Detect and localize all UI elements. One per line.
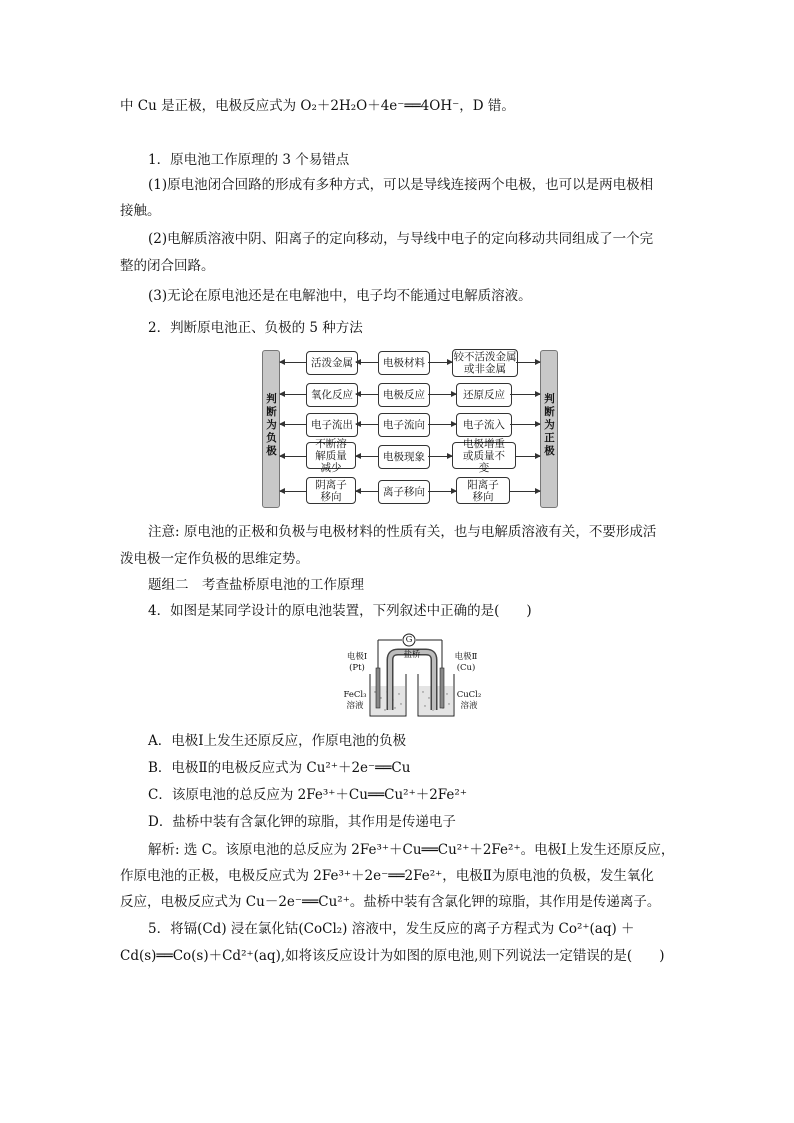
arrow-left: [280, 456, 306, 457]
analysis-line1: 解析: 选 C。该原电池的总反应为 2Fe³⁺＋Cu══Cu²⁺＋2Fe²⁺。电极Ⅰ上发生还原反应，: [148, 842, 675, 858]
note-line2: 泼电极一定作负极的思维定势。: [120, 551, 309, 567]
arrow-left: [280, 424, 306, 425]
arrow-left: [356, 424, 378, 425]
intro-line: 中 Cu 是正极，电极反应式为 O₂＋2H₂O＋4e⁻══4OH⁻，D 错。: [120, 98, 515, 114]
q4-option-b: B．电极Ⅱ的电极反应式为 Cu²⁺＋2e⁻══Cu: [148, 760, 411, 776]
positive-pillar-label: 判断为正极: [544, 393, 555, 457]
section1-p2-line1: (2)电解质溶液中阴、阳离子的定向移动，与导线中电子的定向移动共同组成了一个完: [148, 231, 654, 247]
arrow-right: [516, 456, 540, 457]
arrow-left: [280, 362, 306, 363]
row1-right-box: 较不活泼金属或非金属: [453, 351, 517, 375]
solution-right-label: CuCl₂: [456, 690, 482, 700]
arrow-left: [356, 456, 378, 457]
section1-title: 1．原电池工作原理的 3 个易错点: [148, 152, 350, 168]
electrode2-label: 电极Ⅱ: [454, 652, 478, 662]
solution-right-label2: 溶液: [460, 701, 478, 711]
arrow-right: [516, 362, 540, 363]
positive-pillar: [540, 350, 558, 508]
salt-bridge-label: 盐桥: [403, 650, 421, 660]
row5-right-box: 阳离子移向: [456, 477, 510, 504]
row2-center-box: 电极反应: [378, 383, 430, 407]
analysis-line3: 反应，电极反应式为 Cu－2e⁻══Cu²⁺。盐桥中装有含氯化钾的琼脂，其作用是传递离子。: [120, 894, 661, 910]
arrow-left: [356, 394, 378, 395]
q4-option-c: C．该原电池的总反应为 2Fe³⁺＋Cu══Cu²⁺＋2Fe²⁺: [148, 787, 467, 803]
arrow-right: [428, 362, 452, 363]
arrow-right: [428, 456, 452, 457]
row2-right-box: 还原反应: [456, 383, 512, 407]
negative-pillar-label: 判断为负极: [266, 393, 277, 457]
section1-p3: (3)无论在原电池还是在电解池中，电子均不能通过电解质溶液。: [148, 288, 532, 304]
row1-center-box: 电极材料: [378, 351, 430, 375]
row4-left-box: 不断溶解质量减少: [306, 442, 356, 469]
q4-cell-figure: [340, 628, 490, 724]
solution-left-label: FeCl₃: [343, 690, 367, 700]
row3-center-box: 电子流向: [378, 413, 430, 437]
section1-p1-line2: 接触。: [120, 203, 161, 219]
arrow-right: [510, 424, 540, 425]
section1-p1-line1: (1)原电池闭合回路的形成有多种方式，可以是导线连接两个电极，也可以是两电极相: [148, 177, 654, 193]
solution-left-label2: 溶液: [346, 701, 364, 711]
arrow-left: [356, 362, 378, 363]
q4-stem: 4．如图是某同学设计的原电池装置，下列叙述中正确的是( ): [148, 603, 532, 619]
q4-option-a: A．电极Ⅰ上发生还原反应，作原电池的负极: [148, 733, 407, 749]
arrow-right: [510, 394, 540, 395]
electrode2-material: (Cu): [456, 663, 476, 673]
arrow-left: [356, 491, 378, 492]
row2-left-box: 氧化反应: [306, 383, 358, 407]
arrow-left: [280, 491, 306, 492]
method-diagram: [262, 350, 560, 508]
row3-left-box: 电子流出: [306, 413, 358, 437]
section1-p2-line2: 整的闭合回路。: [120, 258, 215, 274]
negative-pillar: [262, 350, 280, 508]
arrow-right: [510, 491, 540, 492]
q5-line2: Cd(s)══Co(s)＋Cd²⁺(aq),如将该反应设计为如图的原电池,则下列说法一定错误的是( ): [120, 948, 665, 964]
row5-center-box: 离子移向: [378, 480, 430, 504]
arrow-right: [428, 491, 456, 492]
row5-left-box: 阴离子移向: [306, 477, 356, 504]
arrow-left: [280, 394, 306, 395]
section2-title: 2．判断原电池正、负极的 5 种方法: [148, 320, 363, 336]
row1-left-box: 活泼金属: [306, 351, 358, 375]
arrow-right: [428, 424, 456, 425]
q5-line1: 5．将镉(Cd) 浸在氯化钴(CoCl₂) 溶液中，发生反应的离子方程式为 Co²⁺(aq) ＋: [148, 921, 635, 937]
arrow-right: [428, 394, 456, 395]
analysis-line2: 作原电池的正极，电极反应式为 2Fe³⁺＋2e⁻══2Fe²⁺，电极Ⅱ为原电池的负极，发生氧化: [120, 868, 654, 884]
q4-option-d: D．盐桥中装有含氯化钾的琼脂，其作用是传递电子: [148, 814, 456, 830]
row3-right-box: 电子流入: [456, 413, 512, 437]
electrode1-label: 电极Ⅰ: [346, 652, 368, 662]
note-line1: 注意: 原电池的正极和负极与电极材料的性质有关，也与电解质溶液有关，不要形成活: [148, 524, 657, 540]
electrode1-material: (Pt): [349, 663, 365, 673]
group-title: 题组二 考查盐桥原电池的工作原理: [148, 577, 364, 593]
galvanometer-label: G: [405, 635, 413, 645]
row4-center-box: 电极现象: [378, 445, 430, 469]
row4-right-box: 电极增重或质量不变: [452, 442, 516, 469]
